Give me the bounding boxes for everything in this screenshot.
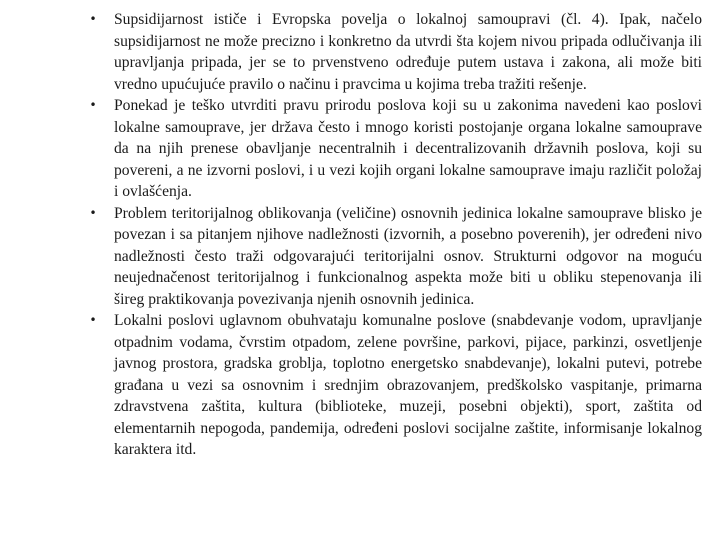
bullet-item-nature-of-tasks [86, 95, 702, 203]
bullet-text: Ponekad je teško utvrditi pravu prirodu poslova koji su u zakonima navedeni kao poslovi lokalne samouprave, jer država često i mnogo koristi postojanje organa lokalne samouprave da na njih prenese obavljanje necentralnih i decentralizovanih državnih poslova, koji su povereni, a ne izvorni poslovi, i u vezi kojih organi lokalne samouprave imaju različit položaj i ovlašćenja. [114, 97, 702, 200]
bullet-text: Lokalni poslovi uglavnom obuhvataju komunalne poslove (snabdevanje vodom, upravljanje otpadnim vodama, čvrstim otpadom, zelene površine, parkovi, pijace, parkinzi, osvetljenje javnog prostora, gradska groblja, toplotno energetsko snabdevanje), lokalni putevi, potrebe građana u vezi sa osnovnim i srednjim obrazovanjem, predškolsko vaspitanje, primarna zdravstvena zaštita, kultura (biblioteke, muzeji, posebni objekti), sport, zaštita od elementarnih nepogoda, pandemija, određeni poslovi socijalne zaštite, informisanje lokalnog karaktera itd. [114, 312, 702, 458]
bullet-marker: • [89, 205, 97, 220]
bullet-marker: • [89, 98, 97, 112]
bullet-marker: • [89, 12, 97, 26]
bullet-item-local-affairs [86, 310, 702, 461]
bullet-text: Problem teritorijalnog oblikovanja (veličine) osnovnih jedinica lokalne samouprave blisko je povezan i sa pitanjem njihove nadležnosti (izvornih, a posebno poverenih), jer određeni nivo nadležnosti često traži odgovarajući teritorijalni osnov. Strukturni odgovor na moguću neujednačenost teritorijalnog i funkcionalnog aspekta može biti u obliku stepenovanja ili šireg praktikovanja povezivanja njenih osnovnih jedinica. [114, 204, 702, 308]
bullet-marker: • [89, 313, 97, 327]
bullet-list [86, 9, 702, 461]
bullet-item-subsidiarity [86, 9, 702, 95]
bullet-item-territorial-shaping [86, 203, 702, 311]
bullet-text: Supsidijarnost ističe i Evropska povelja o lokalnoj samoupravi (čl. 4). Ipak, načelo supsidijarnost ne može precizno i konkretno da utvrdi šta kojem nivou pripada odlučivanja ili upravljanja pripada, jer se to prvenstveno određuje putem ustava i zakona, ali može biti vredno upućujuće pravilo o načinu i pravcima u kojima treba tražiti rešenje. [114, 11, 702, 93]
